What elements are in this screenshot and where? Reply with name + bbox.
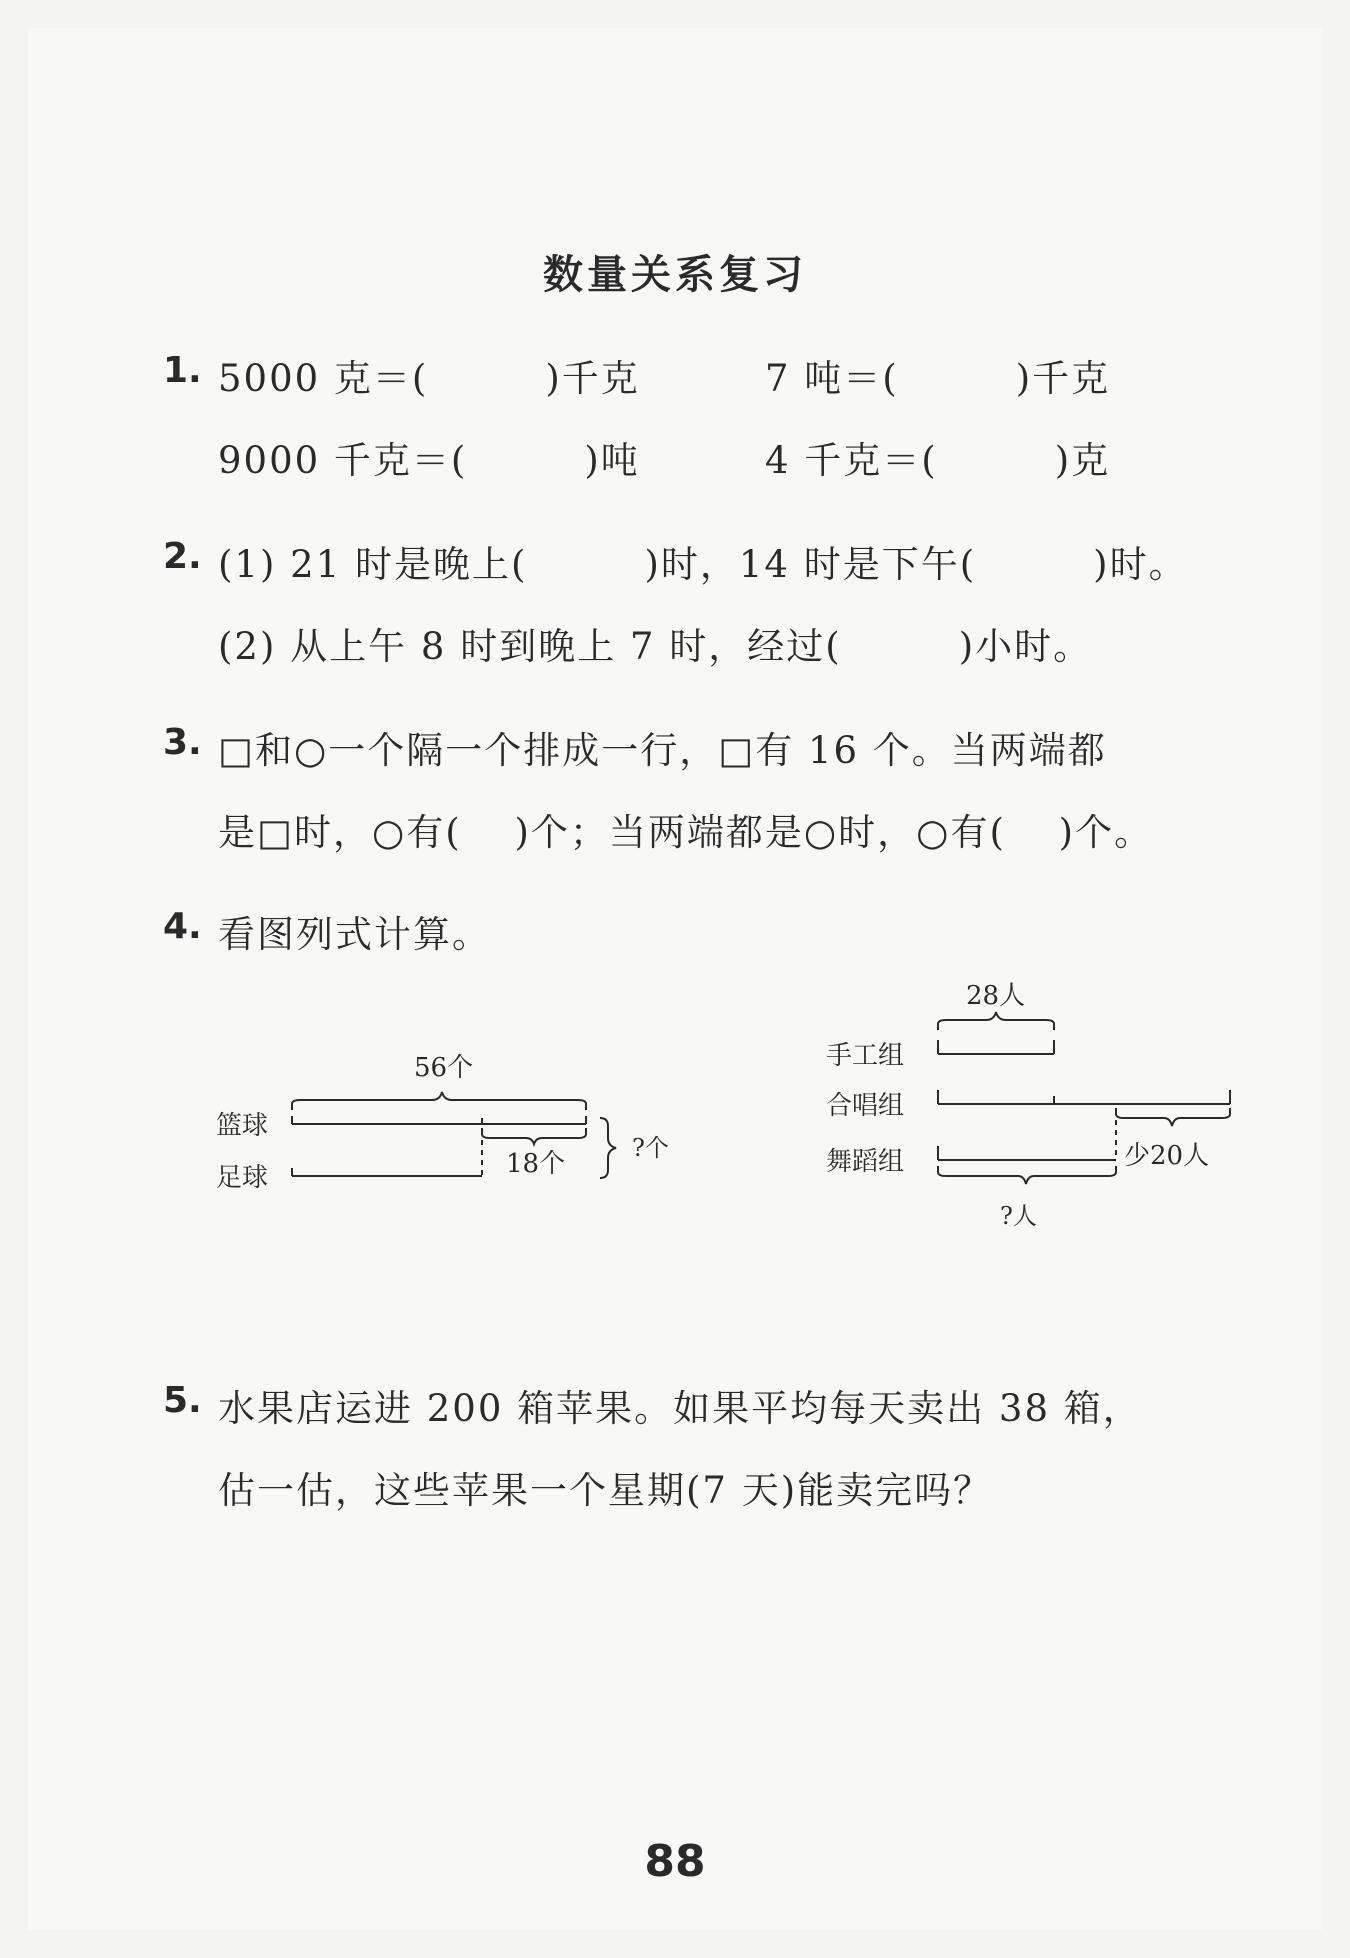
q2-line-2: (2) 从上午 8 时到晚上 7 时，经过( )小时。 <box>218 625 1093 668</box>
diagram-ball-comparison <box>200 1030 700 1210</box>
page-paper <box>28 28 1322 1930</box>
q1-number: 1. <box>163 350 202 391</box>
label-28: 28人 <box>966 981 1026 1011</box>
label-total: 56个 <box>414 1053 474 1083</box>
q4-number: 4. <box>163 906 202 947</box>
q4-text: 看图列式计算。 <box>218 913 491 956</box>
page-number: 88 <box>644 1836 706 1887</box>
q5-line-1: 水果店运进 200 箱苹果。如果平均每天卖出 38 箱， <box>218 1387 1142 1430</box>
q1-item-b: 7 吨＝( )千克 <box>765 357 1111 400</box>
label-basketball: 篮球 <box>216 1111 269 1141</box>
page-title: 数量关系复习 <box>543 252 807 298</box>
label-dance: 舞蹈组 <box>826 1147 905 1177</box>
q3-line-1: □和○一个隔一个排成一行，□有 16 个。当两端都 <box>218 729 1107 772</box>
q1-item-d: 4 千克＝( )克 <box>765 439 1111 482</box>
label-diff: 18个 <box>506 1149 566 1179</box>
brace-28 <box>938 1012 1054 1030</box>
label-less: 少20人 <box>1124 1141 1210 1171</box>
q5-number: 5. <box>163 1380 202 1421</box>
brace-diff <box>482 1128 586 1144</box>
q3-number: 3. <box>163 722 202 763</box>
label-handcraft: 手工组 <box>826 1041 905 1071</box>
brace-answer <box>938 1166 1116 1184</box>
brace-question <box>600 1118 616 1178</box>
label-question: ?个 <box>632 1134 669 1162</box>
brace-total <box>292 1092 586 1110</box>
label-choir: 合唱组 <box>826 1091 905 1121</box>
q1-item-a: 5000 克＝( )千克 <box>218 357 640 400</box>
brace-less <box>1116 1108 1230 1126</box>
q5-line-2: 估一估，这些苹果一个星期(7 天)能卖完吗？ <box>218 1469 993 1512</box>
q2-line-1: (1) 21 时是晚上( )时，14 时是下午( )时。 <box>218 543 1188 586</box>
q1-item-c: 9000 千克＝( )吨 <box>218 439 640 482</box>
label-question: ?人 <box>1000 1202 1037 1230</box>
label-football: 足球 <box>216 1163 269 1193</box>
q3-line-2: 是□时，○有( )个；当两端都是○时，○有( )个。 <box>218 811 1154 854</box>
diagram-group-comparison <box>810 980 1250 1250</box>
q2-number: 2. <box>163 536 202 577</box>
